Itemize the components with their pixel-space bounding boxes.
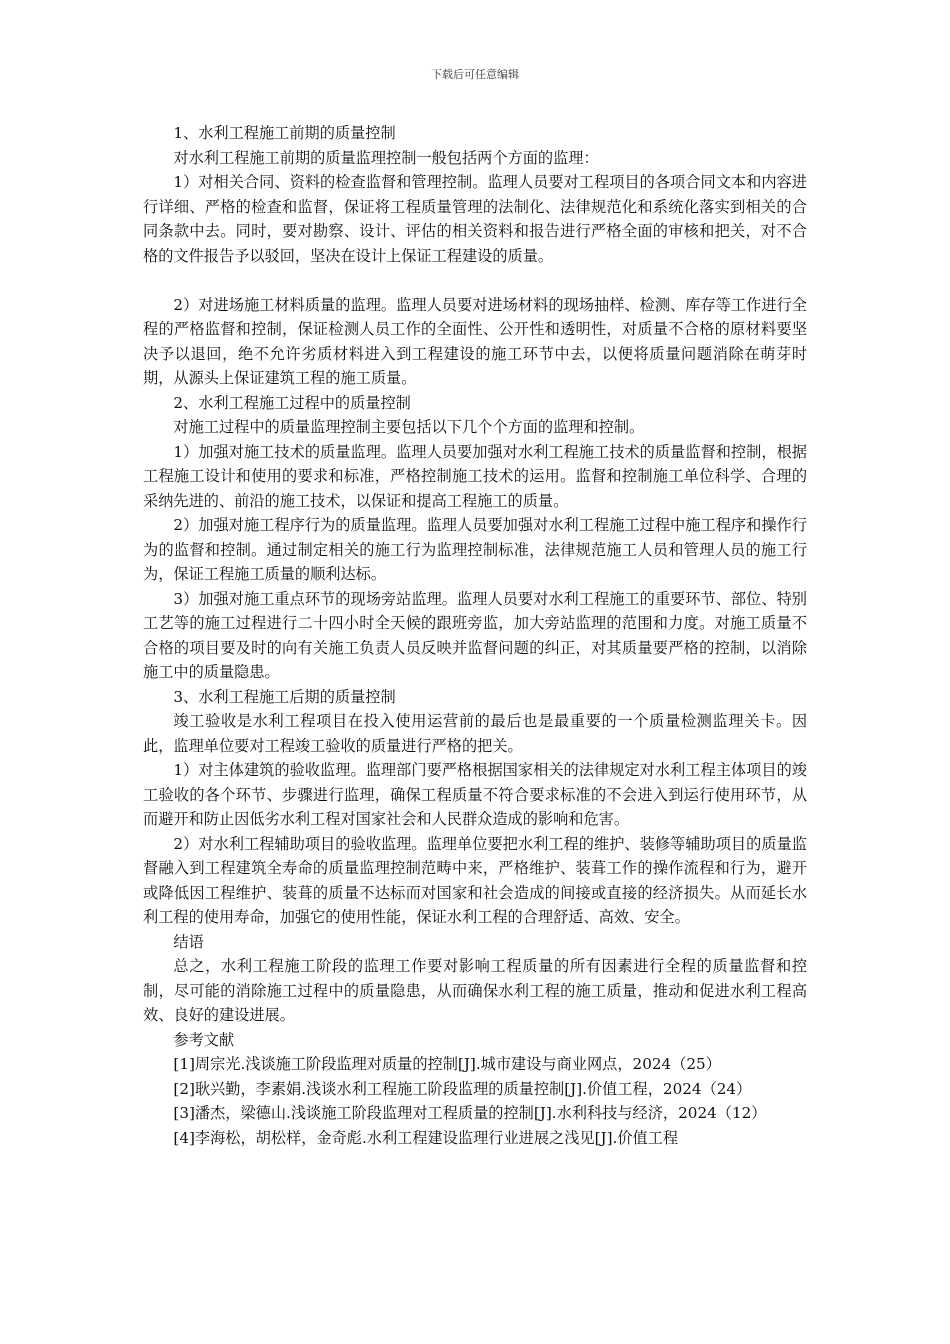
section-heading-3: 3、水利工程施工后期的质量控制 (173, 687, 396, 706)
paragraph: 2）加强对施工程序行为的质量监理。监理人员要加强对水利工程施工过程中施工程序和操作行为的监督和控制。通过制定相关的施工行为监理控制标准，法律规范施工人员和管理人员的施工行为，保证工程施工质量的顺利达标。 (143, 516, 807, 583)
paragraph: 对施工过程中的质量监理控制主要包括以下几个个方面的监理和控制。 (173, 418, 645, 436)
paragraph: 竣工验收是水利工程项目在投入使用运营前的最后也是最重要的一个质量检测监理关卡。因此，监理单位要对工程竣工验收的质量进行严格的把关。 (143, 712, 807, 755)
paragraph: 对水利工程施工前期的质量监理控制一般包括两个方面的监理： (173, 148, 599, 167)
paragraph: 2）对进场施工材料质量的监理。监理人员要对进场材料的现场抽样、检测、库存等工作进行全程的严格监督和控制，保证检测人员工作的全面性、公开性和透明性，对质量不合格的原材料要坚决予以退回，绝不允许劣质材料进入到工程建设的施工环节中去，以便将质量问题消除在萌芽时期，从源头上保证建筑工程的施工质量。 (143, 295, 807, 387)
reference-item: [2]耿兴勤，李素娟.浅谈水利工程施工阶段监理的质量控制[J].价值工程，2024（24） (173, 1079, 752, 1098)
paragraph: 1）对主体建筑的验收监理。监理部门要严格根据国家相关的法律规定对水利工程主体项目的竣工验收的各个环节、步骤进行监理，确保工程质量不符合要求标准的不会进入到运行使用环节，从而避开和防止因低劣水利工程对国家社会和人民群众造成的影响和危害。 (143, 761, 807, 828)
paragraph: 总之，水利工程施工阶段的监理工作要对影响工程质量的所有因素进行全程的质量监督和控制，尽可能的消除施工过程中的质量隐患，从而确保水利工程的施工质量，推动和促进水利工程高效、良好的建设进展。 (143, 957, 807, 1024)
section-heading-1: 1、水利工程施工前期的质量控制 (173, 124, 396, 142)
paragraph: 3）加强对施工重点环节的现场旁站监理。监理人员要对水利工程施工的重要环节、部位、特别工艺等的施工过程进行二十四小时全天候的跟班旁监，加大旁站监理的范围和力度。对施工质量不合格的项目要及时的向有关施工负责人员反映并监督问题的纠正，对其质量要严格的控制，以消除施工中的质量隐患。 (143, 589, 807, 681)
reference-item: [3]潘杰，梁德山.浅谈施工阶段监理对工程质量的控制[J].水利科技与经济，2024（12） (173, 1104, 767, 1122)
paragraph: 2）对水利工程辅助项目的验收监理。监理单位要把水利工程的维护、装修等辅助项目的质量监督融入到工程建筑全寿命的质量监理控制范畴中来，严格维护、装葺工作的操作流程和行为，避开或降低因工程维护、装葺的质量不达标而对国家和社会造成的间接或直接的经济损失。从而延长水利工程的使用寿命，加强它的使用性能，保证水利工程的合理舒适、高效、安全。 (143, 834, 807, 926)
reference-item: [1]周宗光.浅谈施工阶段监理对质量的控制[J].城市建设与商业网点，2024（25） (173, 1055, 721, 1073)
page-header: 下载后可任意编辑 (431, 68, 519, 81)
conclusion-heading: 结语 (173, 932, 204, 951)
section-heading-2: 2、水利工程施工过程中的质量控制 (173, 393, 411, 412)
paragraph: 1）对相关合同、资料的检查监督和管理控制。监理人员要对工程项目的各项合同文本和内容进行详细、严格的检查和监督，保证将工程质量管理的法制化、法律规范化和系统化落实到相关的合同条款中去。同时，要对勘察、设计、评估的相关资料和报告进行严格全面的审核和把关，对不合格的文件报告予以驳回，坚决在设计上保证工程建设的质量。 (143, 173, 807, 265)
references-heading: 参考文献 (173, 1030, 235, 1049)
document-body (143, 121, 807, 1150)
reference-item: [4]李海松，胡松样，金奇彪.水利工程建设监理行业进展之浅见[J].价值工程 (173, 1128, 679, 1147)
paragraph: 1）加强对施工技术的质量监理。监理人员要加强对水利工程施工技术的质量监督和控制，根据工程施工设计和使用的要求和标准，严格控制施工技术的运用。监督和控制施工单位科学、合理的采纳先进的、前沿的施工技术，以保证和提高工程施工的质量。 (143, 442, 807, 510)
